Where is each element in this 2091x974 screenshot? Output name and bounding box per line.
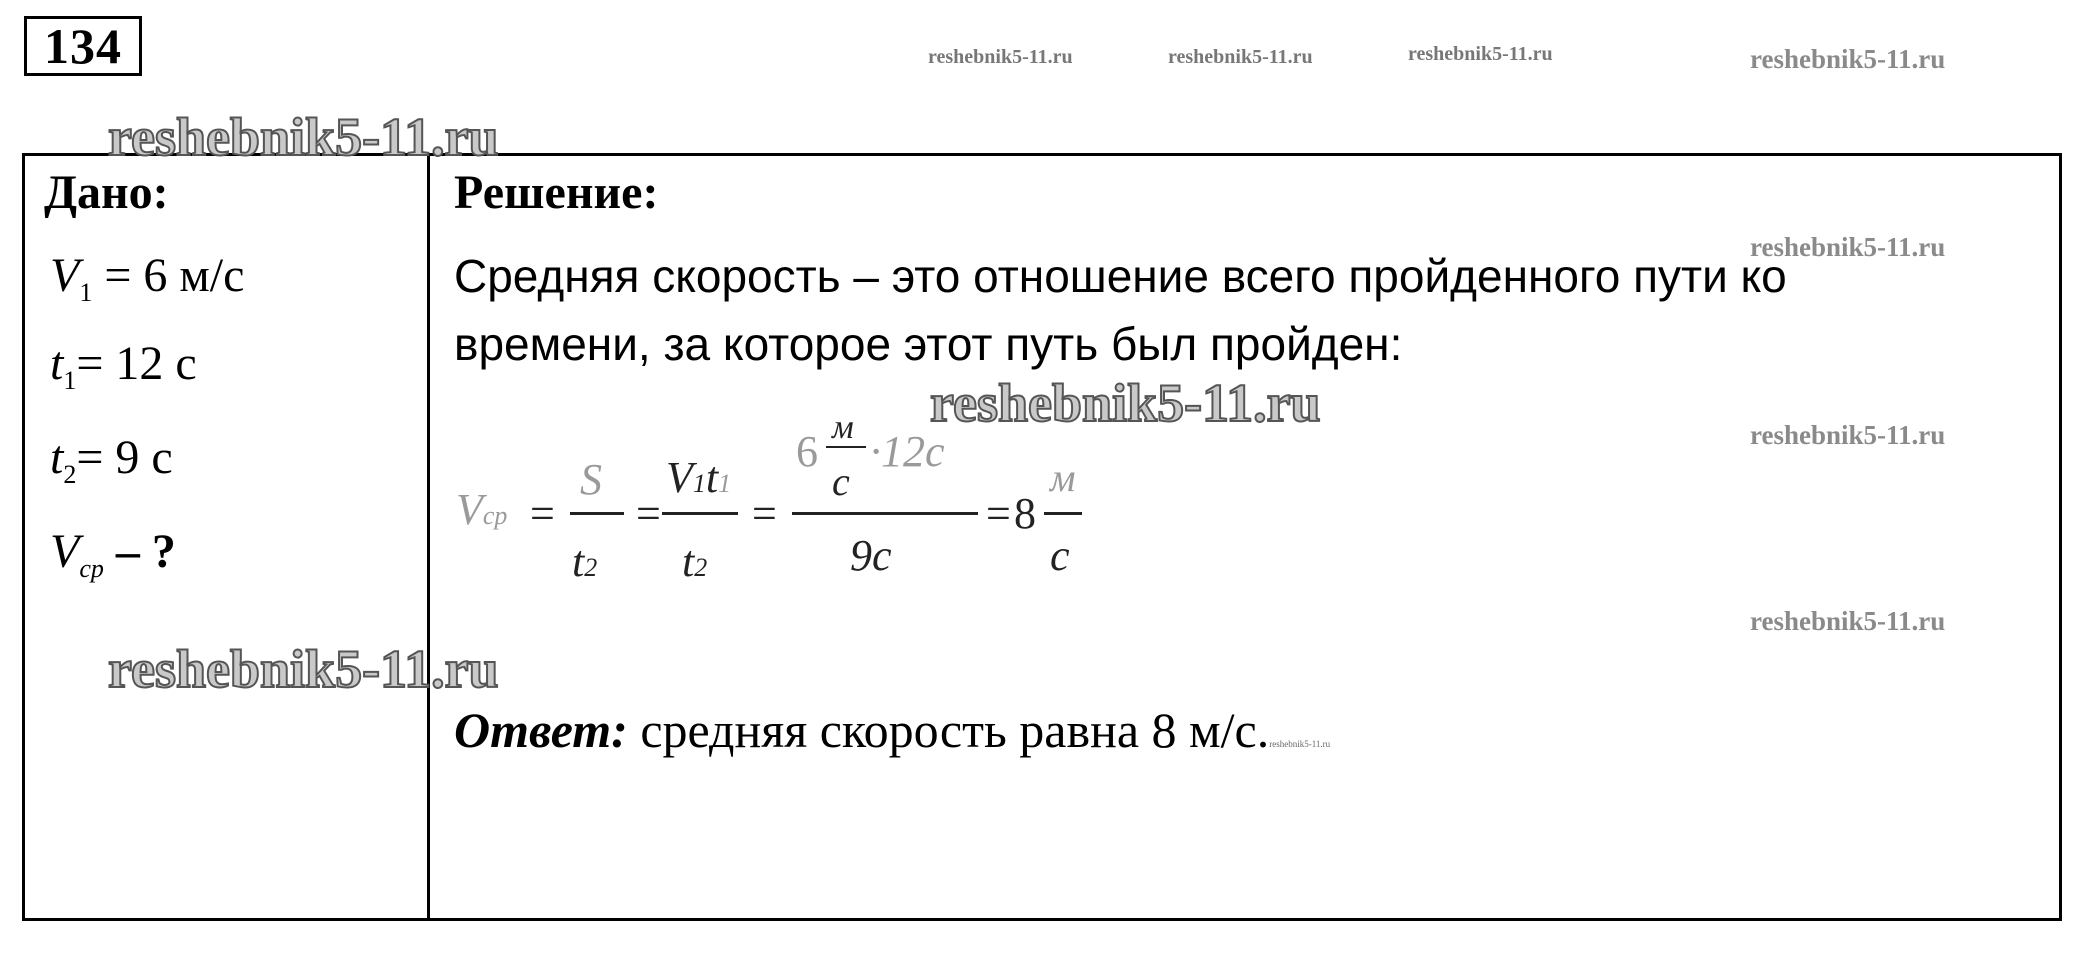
fraction-bar	[570, 512, 624, 515]
solution-text-line1: Средняя скорость – это отношение всего пройденного пути ко	[454, 250, 1787, 302]
formula-f3-rest: ·12с	[870, 427, 945, 476]
watermark: reshebnik5-11.ru	[1750, 606, 1946, 636]
watermark: reshebnik5-11.ru	[1269, 739, 1331, 749]
given-heading: Дано:	[44, 166, 169, 219]
watermark: reshebnik5-11.ru	[108, 639, 499, 699]
formula-f3-coef: 6	[796, 427, 818, 476]
given-v1: $V_1 = 6$ м/с	[50, 249, 245, 307]
solution-text-line2: времени, за которое этот путь был пройден:	[454, 318, 1403, 370]
formula-f1-den: t2	[572, 537, 598, 586]
formula-eq: =	[752, 489, 777, 538]
answer	[454, 700, 1330, 774]
watermark: reshebnik5-11.ru	[928, 46, 1073, 68]
formula-f3-den: 9с	[850, 531, 892, 580]
answer-label: Ответ:	[454, 702, 628, 758]
fraction-bar	[1044, 512, 1082, 515]
given-t1: $t_1= 12$ с	[50, 337, 197, 395]
formula-result: 8	[1014, 489, 1036, 538]
watermark: reshebnik5-11.ru	[1750, 232, 1946, 262]
formula-result-unit-bot: с	[1050, 531, 1070, 580]
fraction-bar	[792, 512, 978, 515]
formula-f3-unit-bot: с	[832, 459, 850, 504]
solution-heading: Решение:	[454, 166, 659, 219]
watermark: reshebnik5-11.ru	[1408, 43, 1553, 65]
formula-lhs: Vср	[456, 485, 508, 534]
watermark: reshebnik5-11.ru	[1168, 46, 1313, 68]
given-find: $V_{ср}$ – ?	[50, 525, 176, 583]
formula-eq: =	[986, 489, 1011, 538]
given-t2: $t_2= 9$ с	[50, 431, 173, 489]
formula-f2-den: t2	[682, 537, 708, 586]
formula-result-unit-top: м	[1050, 455, 1076, 500]
problem-number: 134	[24, 16, 142, 76]
formula-eq: =	[636, 489, 661, 538]
formula-f1-num: S	[580, 455, 602, 504]
formula-f2-num: V1t1	[666, 453, 732, 502]
fraction-bar	[826, 446, 866, 448]
answer-text: средняя скорость равна 8 м/с.	[640, 702, 1270, 758]
fraction-bar	[662, 512, 738, 515]
watermark: reshebnik5-11.ru	[108, 107, 499, 167]
formula-eq: =	[530, 489, 555, 538]
watermark: reshebnik5-11.ru	[930, 373, 1321, 433]
formula-f3-unit-top: м	[832, 409, 854, 446]
watermark: reshebnik5-11.ru	[1750, 44, 1946, 74]
watermark: reshebnik5-11.ru	[1750, 420, 1946, 450]
